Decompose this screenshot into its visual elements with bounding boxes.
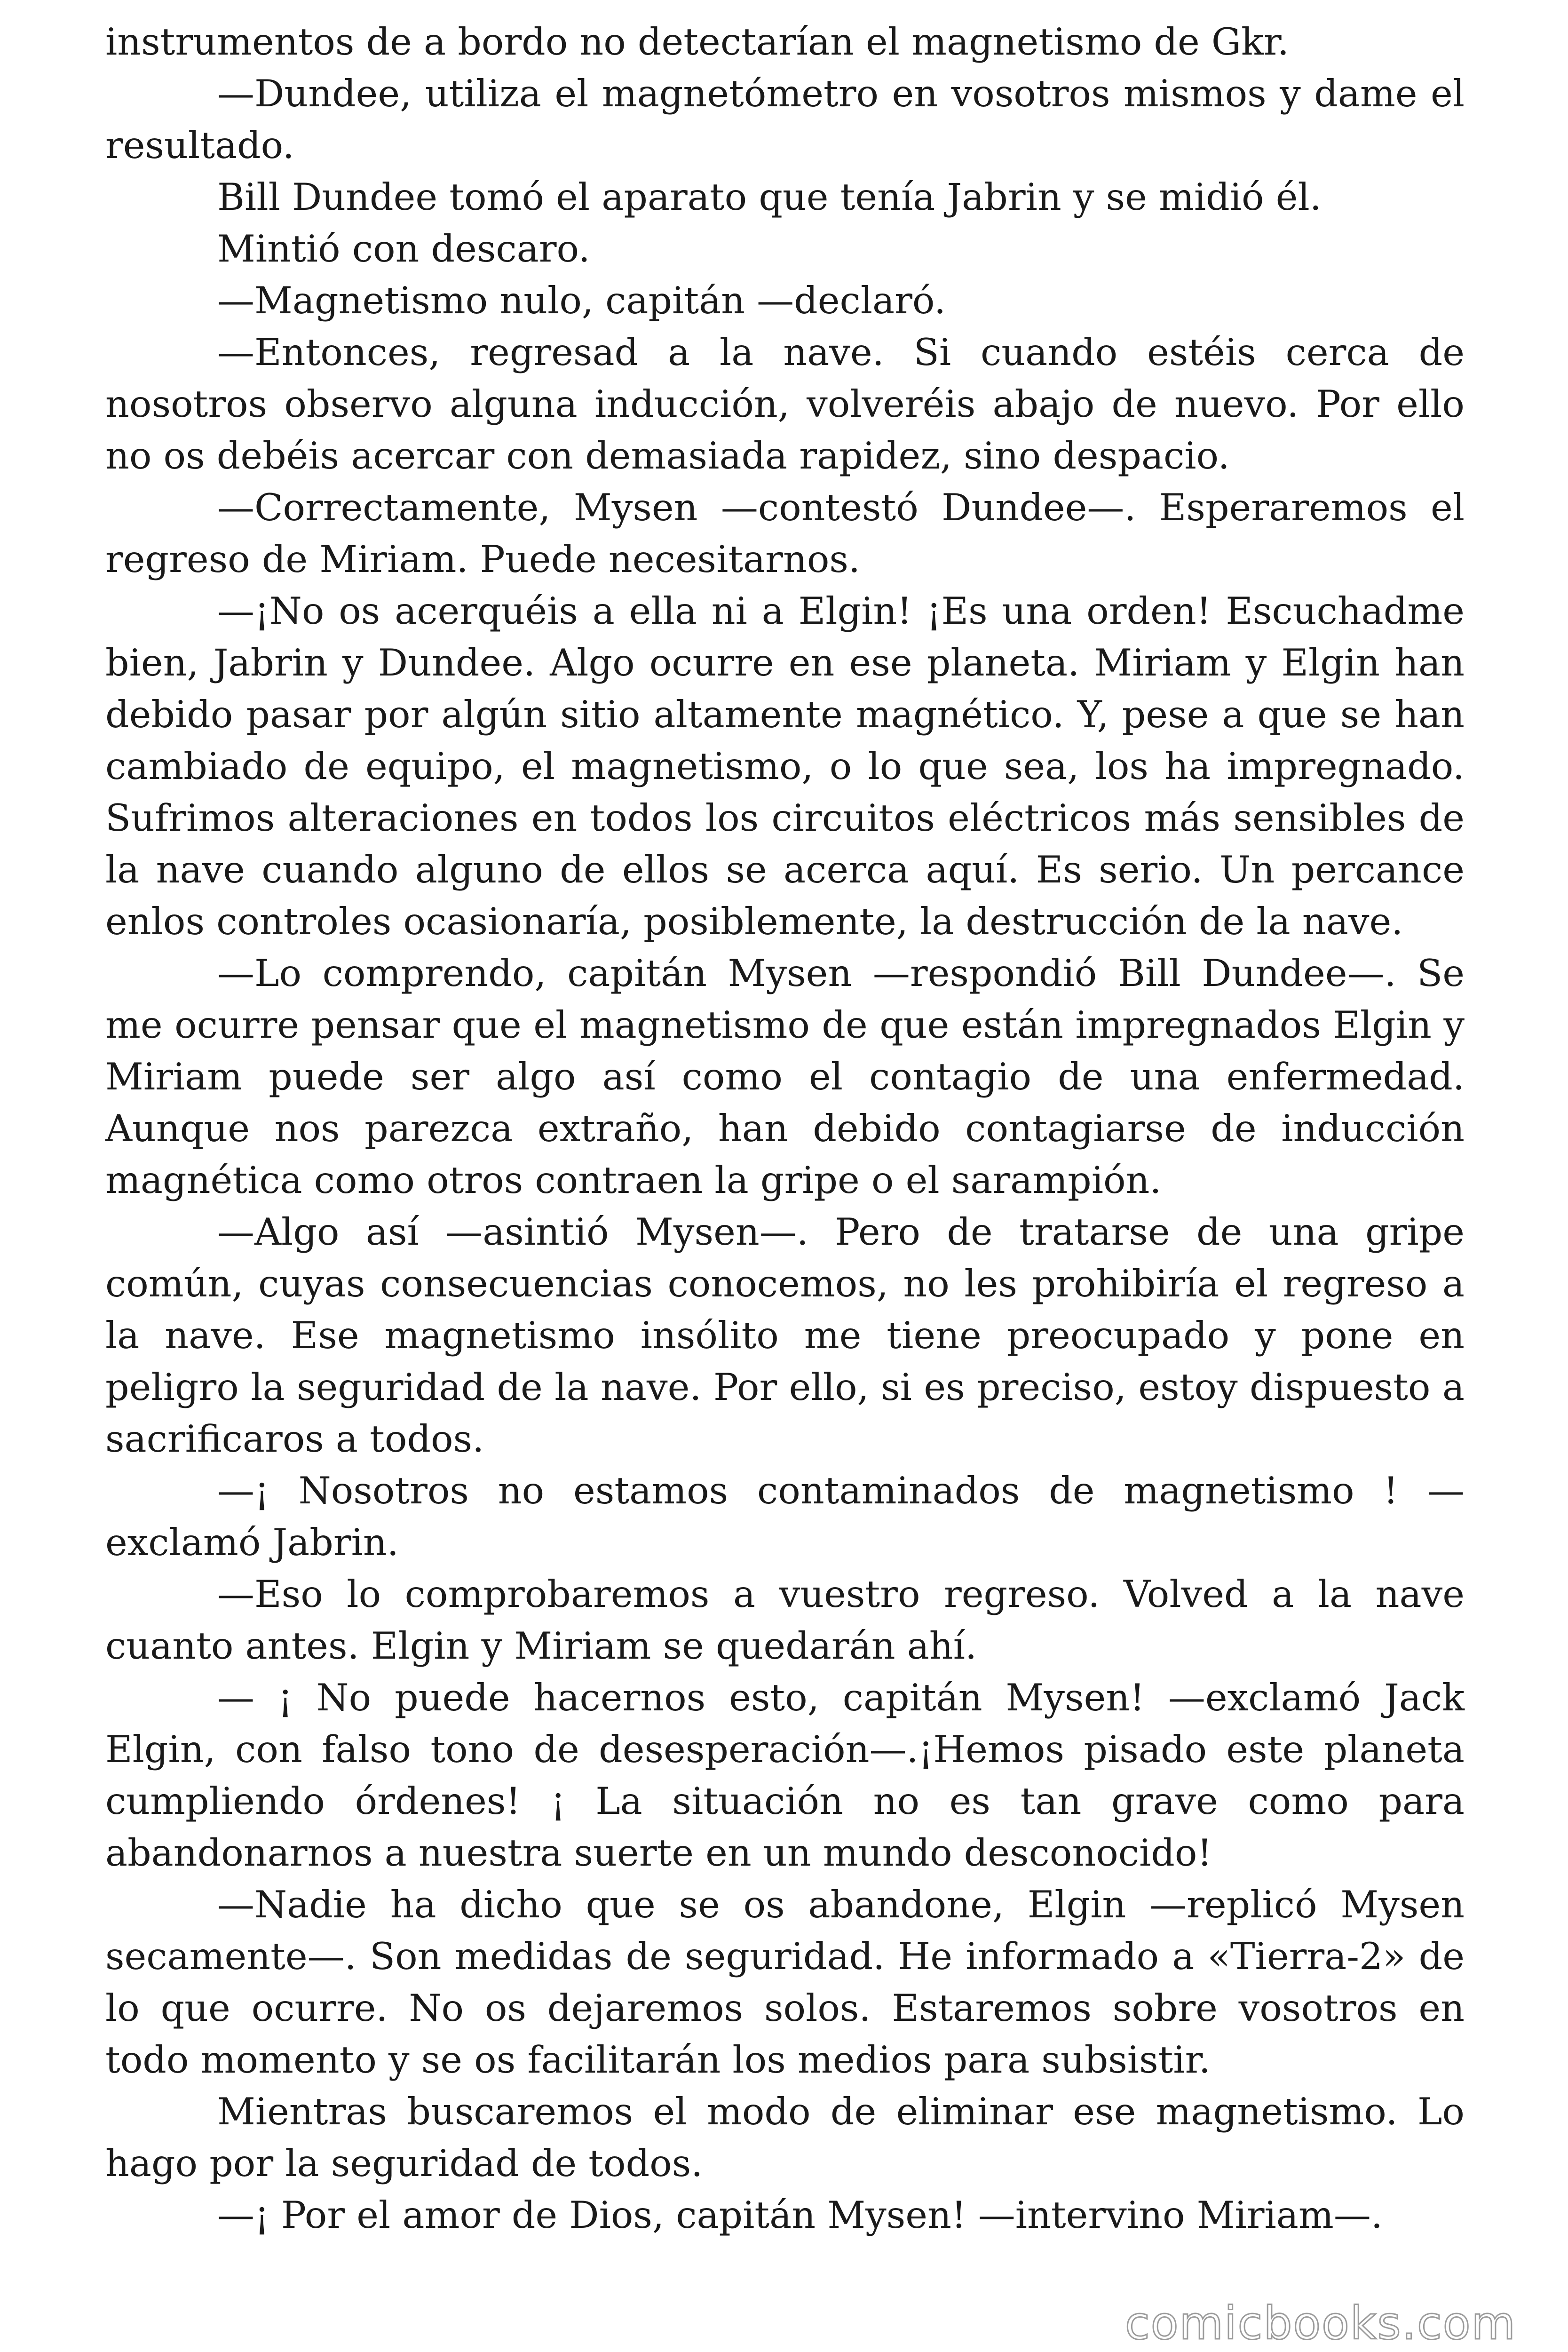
paragraph-7: —Correctamente, Mysen —contestó Dundee—. Esperaremos el regreso de Miriam. Puede necesitarnos. <box>105 486 1465 581</box>
paragraph-1: instrumentos de a bordo no detectarían el magnetismo de Gkr. <box>105 20 1290 64</box>
paragraph-3: Bill Dundee tomó el aparato que tenía Jabrin y se midió él. <box>217 175 1322 219</box>
paragraph-2: —Dundee, utiliza el magnetómetro en vosotros mismos y dame el resultado. <box>105 72 1465 167</box>
paragraph-9: —Lo comprendo, capitán Mysen —respondió Bill Dundee—. Se me ocurre pensar que el magnetismo de que están impregnados Elgin y Miriam puede ser algo así como el contagio de una enfermedad. Aunque nos parezca extraño, han debido contagiarse de inducción magnética como otros contraen la gripe o el sarampión. <box>105 952 1465 1202</box>
paragraph-4: Mintió con descaro. <box>217 227 590 270</box>
watermark-logo: comicbooks.com <box>1125 2297 1516 2350</box>
paragraph-11: —¡ Nosotros no estamos contaminados de magnetismo ! —exclamó Jabrin. <box>105 1469 1465 1564</box>
paragraph-5: —Magnetismo nulo, capitán —declaró. <box>217 279 946 322</box>
paragraph-6: —Entonces, regresad a la nave. Si cuando estéis cerca de nosotros observo alguna inducción, volveréis abajo de nuevo. Por ello no os debéis acercar con demasiada rapidez, sino despacio. <box>105 331 1465 477</box>
paragraph-12: —Eso lo comprobaremos a vuestro regreso. Volved a la nave cuanto antes. Elgin y Miriam se quedarán ahí. <box>105 1573 1465 1668</box>
paragraph-16: —¡ Por el amor de Dios, capitán Mysen! —intervino Miriam—. <box>217 2193 1383 2237</box>
book-page-text <box>105 16 1465 2241</box>
paragraph-10: —Algo así —asintió Mysen—. Pero de tratarse de una gripe común, cuyas consecuencias conocemos, no les prohibiría el regreso a la nave. Ese magnetismo insólito me tiene preocupado y pone en peligro la seguridad de la nave. Por ello, si es preciso, estoy dispuesto a sacrificaros a todos. <box>105 1210 1465 1461</box>
paragraph-13: — ¡ No puede hacernos esto, capitán Mysen! —exclamó Jack Elgin, con falso tono de desesperación—.¡Hemos pisado este planeta cumpliendo órdenes! ¡ La situación no es tan grave como para abandonarnos a nuestra suerte en un mundo desconocido! <box>105 1676 1465 1875</box>
paragraph-15: Mientras buscaremos el modo de eliminar ese magnetismo. Lo hago por la seguridad de todos. <box>105 2090 1465 2185</box>
paragraph-14: —Nadie ha dicho que se os abandone, Elgin —replicó Mysen secamente—. Son medidas de seguridad. He informado a «Tierra-2» de lo que ocurre. No os dejaremos solos. Estaremos sobre vosotros en todo momento y se os facilitarán los medios para subsistir. <box>105 1883 1465 2082</box>
paragraph-8: —¡No os acerquéis a ella ni a Elgin! ¡Es una orden! Escuchadme bien, Jabrin y Dundee. Algo ocurre en ese planeta. Miriam y Elgin han debido pasar por algún sitio altamente magnético. Y, pese a que se han cambiado de equipo, el magnetismo, o lo que sea, los ha impregnado. Sufrimos alteraciones en todos los circuitos eléctricos más sensibles de la nave cuando alguno de ellos se acerca aquí. Es serio. Un percance enlos controles ocasionaría, posiblemente, la destrucción de la nave. <box>105 589 1465 943</box>
